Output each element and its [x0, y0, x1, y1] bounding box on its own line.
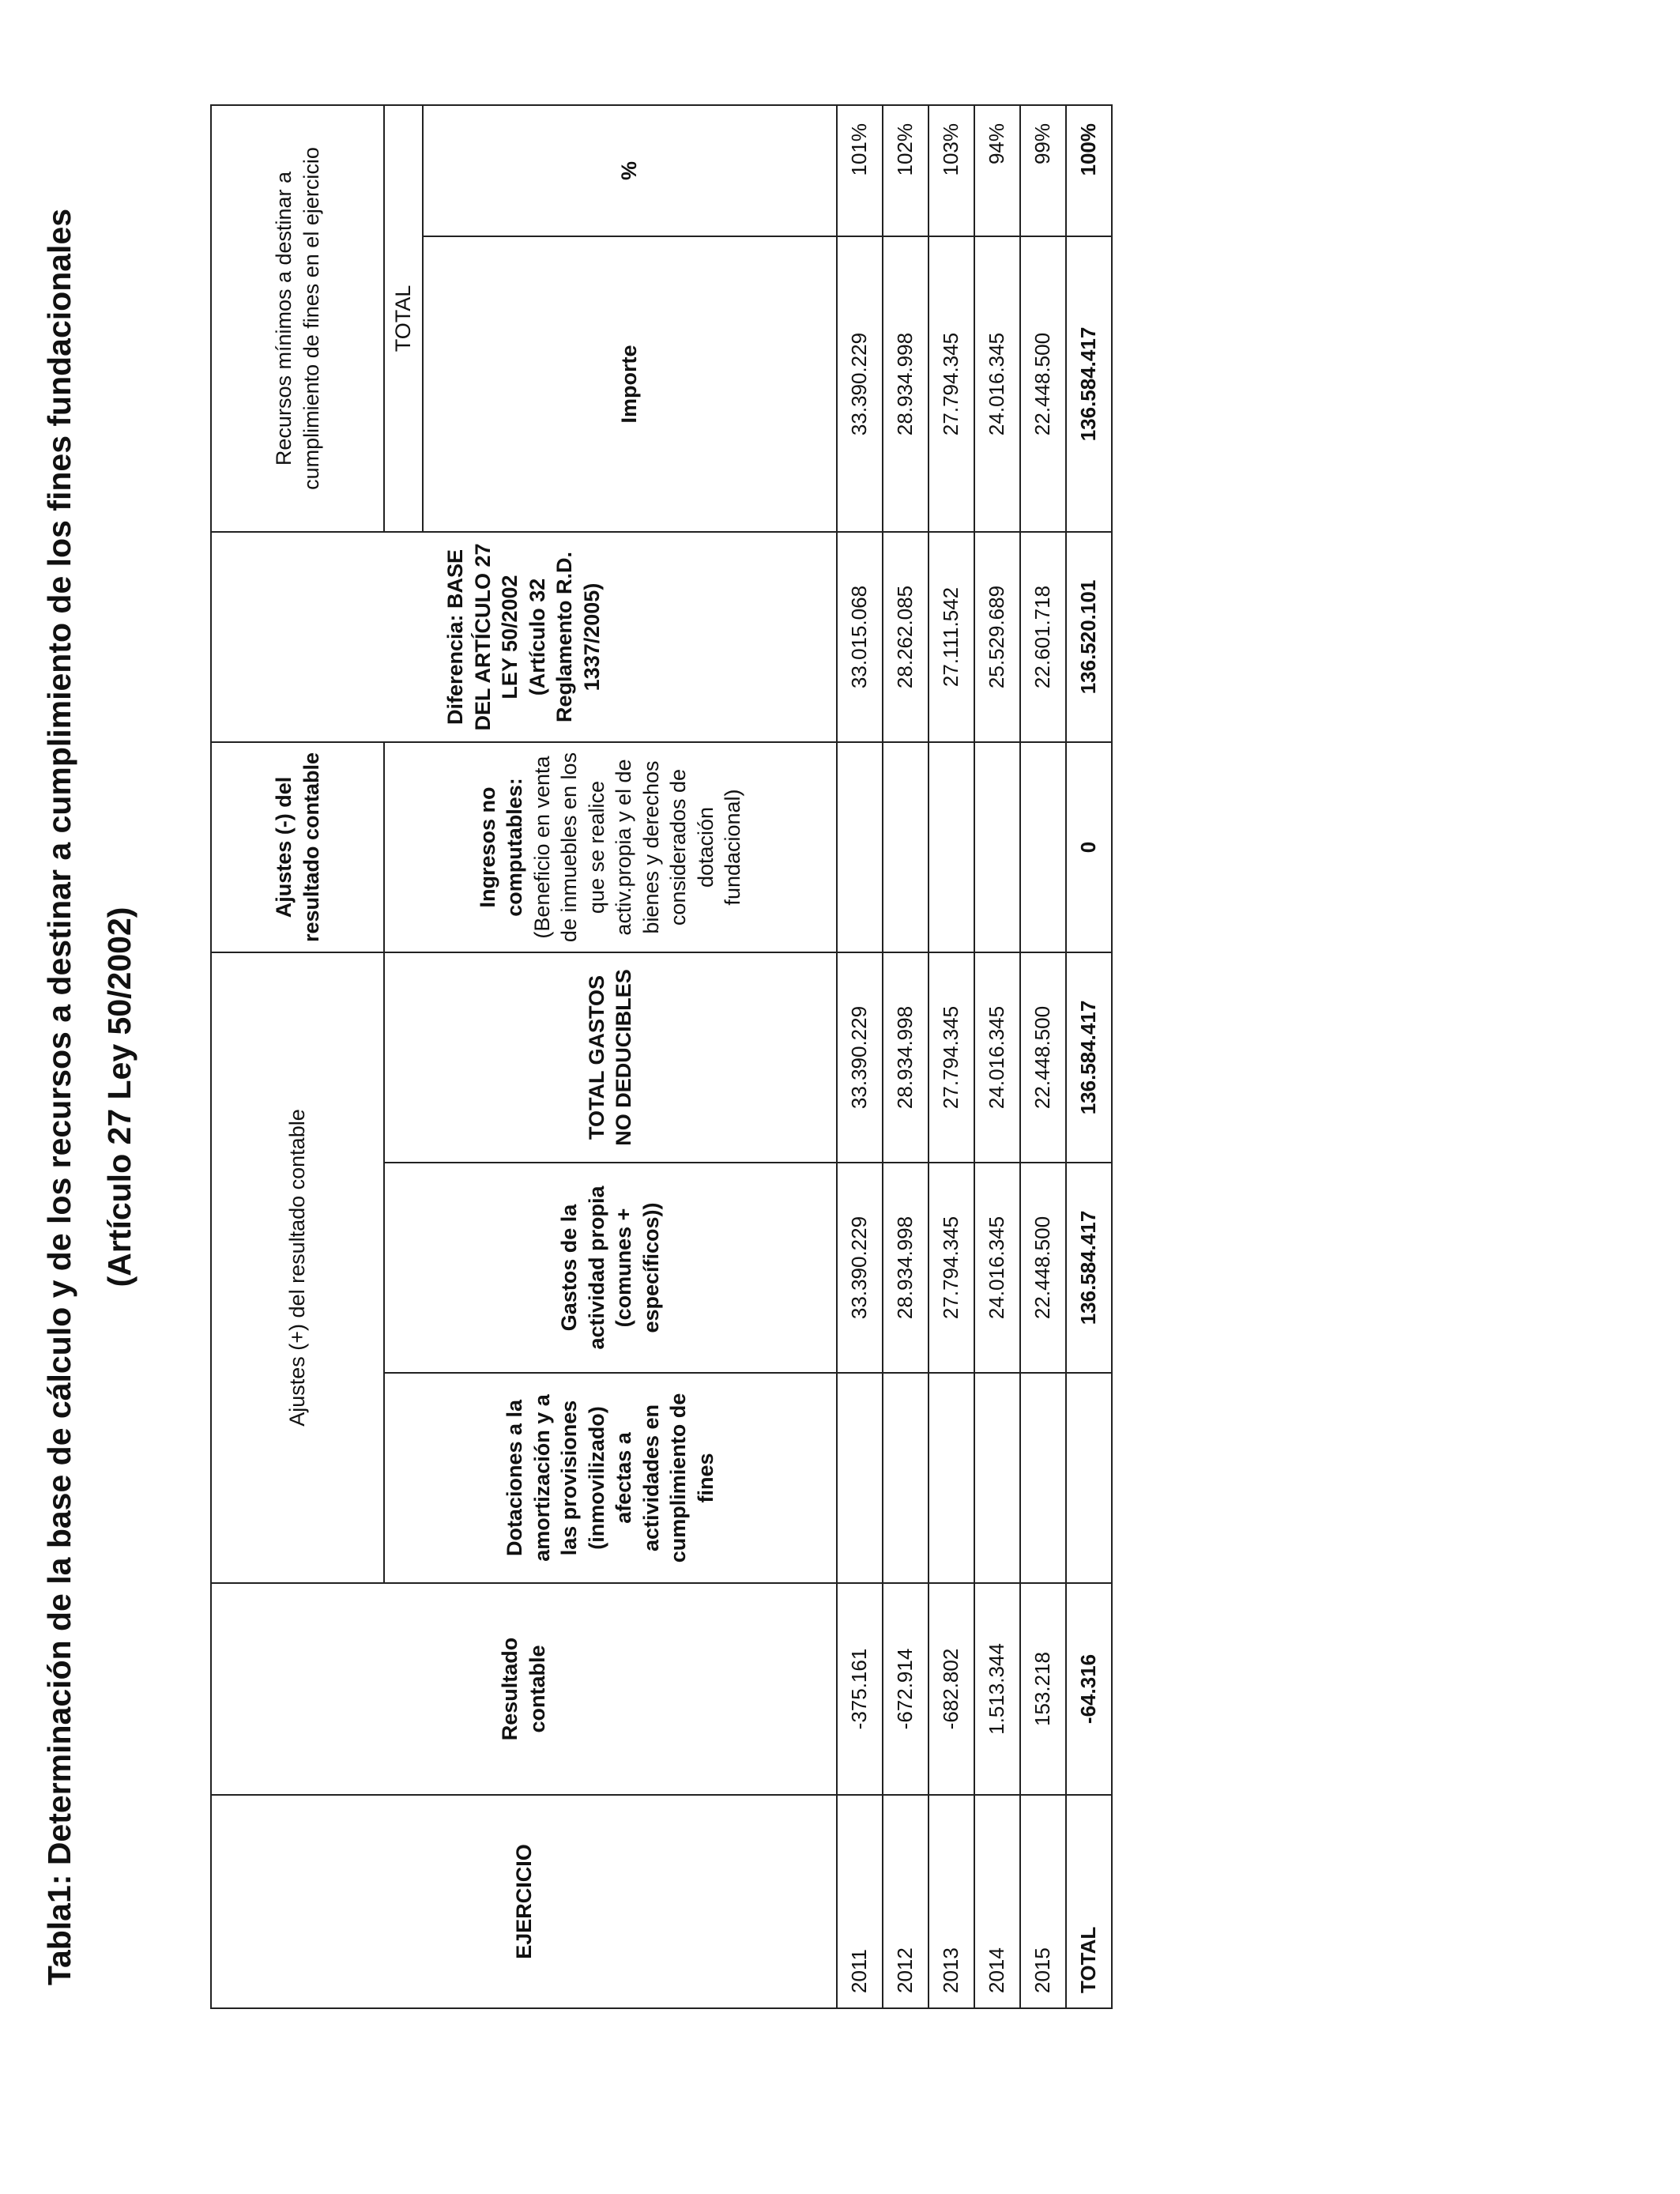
cell-year: 2011	[837, 1795, 883, 2008]
ingresos-description: (Beneficio en venta de inmuebles en los que se realice activ.propia y el de bienes y derechos considerados de dotación fundacional)	[529, 752, 745, 943]
cell-total-resultado: -64.316	[1066, 1583, 1112, 1795]
cell-pct: 94%	[974, 105, 1020, 236]
cell-ingresos	[929, 742, 974, 952]
cell-total-dotaciones	[1066, 1373, 1112, 1583]
header-resultado-contable: Resultado contable	[211, 1583, 837, 1795]
cell-diferencia: 27.111.542	[929, 532, 974, 742]
document-subtitle: (Artículo 27 Ley 50/2002)	[101, 907, 137, 1287]
cell-total-label: TOTAL	[1066, 1795, 1112, 2008]
cell-year: 2012	[883, 1795, 929, 2008]
cell-total-diferencia: 136.520.101	[1066, 532, 1112, 742]
cell-dotaciones	[837, 1373, 883, 1583]
cell-pct: 103%	[929, 105, 974, 236]
cell-total-ingresos: 0	[1066, 742, 1112, 952]
cell-year: 2015	[1020, 1795, 1066, 2008]
cell-dotaciones	[974, 1373, 1020, 1583]
header-total-sub: TOTAL	[384, 105, 423, 532]
cell-resultado: -672.914	[883, 1583, 929, 1795]
cell-diferencia: 22.601.718	[1020, 532, 1066, 742]
cell-total-gastos: 28.934.998	[883, 952, 929, 1163]
cell-resultado: -375.161	[837, 1583, 883, 1795]
header-gastos-actividad: Gastos de la actividad propia (comunes + específicos))	[384, 1163, 837, 1373]
cell-dotaciones	[883, 1373, 929, 1583]
header-row-1	[211, 105, 384, 2008]
cell-diferencia: 33.015.068	[837, 532, 883, 742]
header-dotaciones: Dotaciones a la amortización y a las provisiones (inmovilizado) afectas a actividades en cumplimiento de fines	[384, 1373, 837, 1583]
cell-pct: 102%	[883, 105, 929, 236]
header-importe: Importe	[423, 236, 837, 532]
cell-importe: 27.794.345	[929, 236, 974, 532]
cell-gastos: 33.390.229	[837, 1163, 883, 1373]
cell-gastos: 22.448.500	[1020, 1163, 1066, 1373]
cell-ingresos	[837, 742, 883, 952]
header-ajustes-negativos: Ajustes (-) del resultado contable	[211, 742, 384, 952]
header-recursos-minimos: Recursos mínimos a destinar a cumplimiento de fines en el ejercicio	[211, 105, 384, 532]
cell-ingresos	[974, 742, 1020, 952]
cell-year: 2013	[929, 1795, 974, 2008]
header-pct: %	[423, 105, 837, 236]
calculation-table	[210, 104, 1113, 2009]
cell-total-importe: 136.584.417	[1066, 236, 1112, 532]
table-row	[883, 105, 929, 2008]
cell-dotaciones	[929, 1373, 974, 1583]
cell-gastos: 28.934.998	[883, 1163, 929, 1373]
cell-importe: 22.448.500	[1020, 236, 1066, 532]
cell-diferencia: 28.262.085	[883, 532, 929, 742]
cell-importe: 24.016.345	[974, 236, 1020, 532]
cell-pct: 99%	[1020, 105, 1066, 236]
cell-resultado: 153.218	[1020, 1583, 1066, 1795]
cell-total-gastos: 22.448.500	[1020, 952, 1066, 1163]
cell-total-gastos: 24.016.345	[974, 952, 1020, 1163]
table-row	[929, 105, 974, 2008]
cell-diferencia: 25.529.689	[974, 532, 1020, 742]
cell-importe: 28.934.998	[883, 236, 929, 532]
total-row	[1066, 105, 1112, 2008]
cell-ingresos	[883, 742, 929, 952]
header-total-gastos: TOTAL GASTOS NO DEDUCIBLES	[384, 952, 837, 1163]
cell-total-gastos-no-deducibles: 136.584.417	[1066, 952, 1112, 1163]
cell-pct: 101%	[837, 105, 883, 236]
cell-total-gastos: 33.390.229	[837, 952, 883, 1163]
cell-gastos: 27.794.345	[929, 1163, 974, 1373]
header-ingresos-no-computables	[384, 742, 837, 952]
cell-total-gastos-actividad: 136.584.417	[1066, 1163, 1112, 1373]
header-diferencia-base: Diferencia: BASE DEL ARTÍCULO 27 LEY 50/2002 (Artículo 32 Reglamento R.D. 1337/2005)	[211, 532, 837, 742]
table-row	[837, 105, 883, 2008]
table-row	[974, 105, 1020, 2008]
cell-resultado: 1.513.344	[974, 1583, 1020, 1795]
cell-year: 2014	[974, 1795, 1020, 2008]
cell-gastos: 24.016.345	[974, 1163, 1020, 1373]
cell-total-pct: 100%	[1066, 105, 1112, 236]
cell-ingresos	[1020, 742, 1066, 952]
table-row	[1020, 105, 1066, 2008]
document-title: Tabla1: Determinación de la base de cálculo y de los recursos a destinar a cumplimiento de los fines fundacionales	[41, 208, 77, 1986]
ingresos-bold-label: Ingresos no computables:	[475, 778, 527, 917]
cell-dotaciones	[1020, 1373, 1066, 1583]
cell-resultado: -682.802	[929, 1583, 974, 1795]
cell-importe: 33.390.229	[837, 236, 883, 532]
header-ajustes-positivos: Ajustes (+) del resultado contable	[211, 952, 384, 1583]
cell-total-gastos: 27.794.345	[929, 952, 974, 1163]
header-ejercicio: EJERCICIO	[211, 1795, 837, 2008]
